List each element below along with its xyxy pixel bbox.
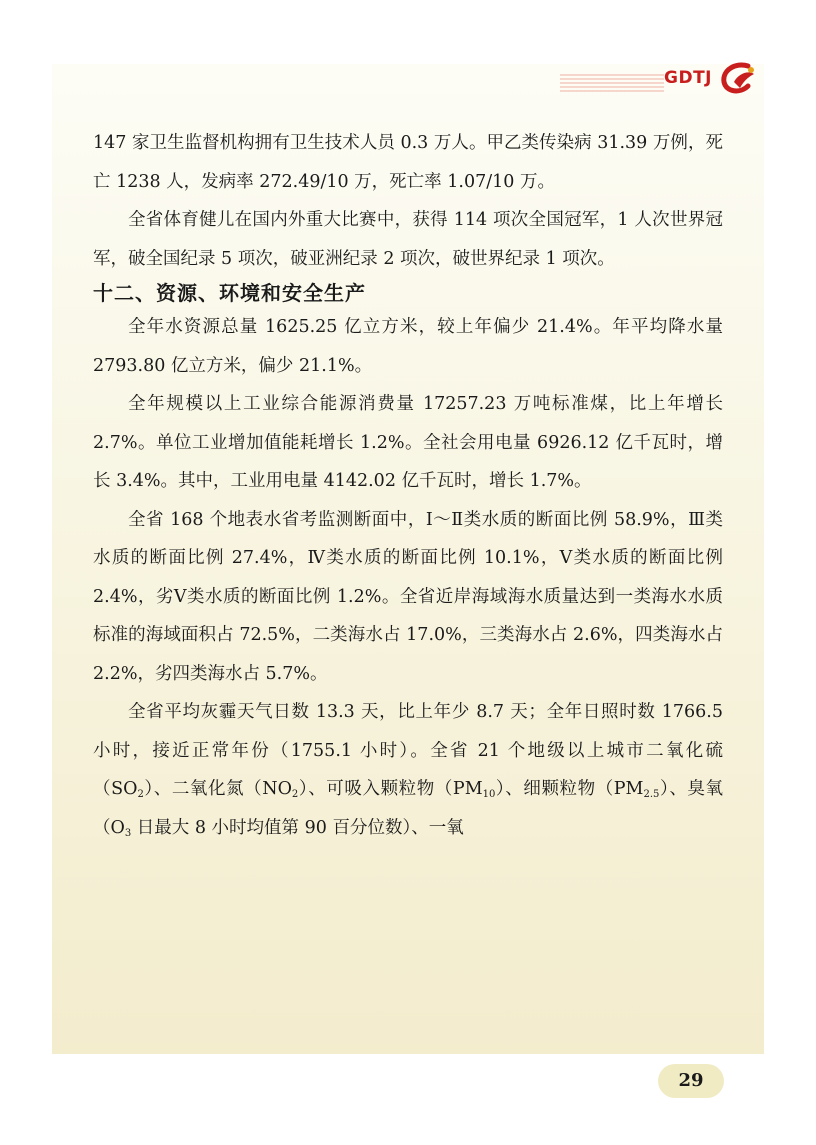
gdtj-logo-icon (718, 60, 758, 96)
paragraph-energy: 全年规模以上工业综合能源消费量 17257.23 万吨标准煤，比上年增长 2.7%。单位工业增加值能耗增长 1.2%。全社会用电量 6926.12 亿千瓦时，增长 3.4%。其中，工业用电量 4142.02 亿千瓦时，增长 1.7%。 (93, 394, 723, 491)
document-body (93, 124, 723, 847)
paragraph-water-quality: 全省 168 个地表水省考监测断面中，Ⅰ～Ⅱ类水质的断面比例 58.9%，Ⅲ类水质的断面比例 27.4%，Ⅳ类水质的断面比例 10.1%，Ⅴ类水质的断面比例 2.4%，劣Ⅴ类水质的断面比例 1.2%。全省近岸海域海水质量达到一类海水水质标准的海域面积占 72.5%，二类海水占 17.0%，三类海水占 2.6%，四类海水占 2.2%，劣四类海水占 5.7%。 (93, 509, 723, 684)
air-text-6: 日最大 8 小时均值第 90 百分位数）、一氧 (131, 817, 464, 838)
air-text-5: ）、臭氧（O (93, 779, 723, 838)
air-text-1: 全省平均灰霾天气日数 13.3 天，比上年少 8.7 天；全年日照时数 1766.5 小时，接近正常年份（1755.1 小时）。全省 21 个地级以上城市二氧化硫（SO (93, 702, 723, 799)
air-sub-5: 3 (124, 827, 132, 839)
section-title: 十二、资源、环境和安全生产 (93, 281, 366, 305)
air-text-2: ）、二氧化氮（NO (143, 779, 292, 799)
paragraph-sports: 全省体育健儿在国内外重大比赛中，获得 114 项次全国冠军，1 人次世界冠军，破全国纪录 5 项次，破亚洲纪录 2 项次，破世界纪录 1 项次。 (93, 210, 723, 269)
paragraph-health: 147 家卫生监督机构拥有卫生技术人员 0.3 万人。甲乙类传染病 31.39 万例，死亡 1238 人，发病率 272.49/10 万，死亡率 1.07/10 万。 (93, 133, 723, 192)
air-text-4: ）、细颗粒物（PM (495, 779, 644, 799)
air-sub-4: 2.5 (643, 789, 660, 800)
header-brand: GDTJ (664, 68, 712, 88)
air-text-3: ）、可吸入颗粒物（PM (298, 779, 483, 799)
air-sub-2: 2 (291, 789, 299, 800)
air-sub-1: 2 (137, 789, 144, 800)
page-number: 29 (678, 1070, 704, 1091)
paragraph-air-quality (93, 693, 723, 847)
air-sub-3: 10 (482, 789, 496, 800)
header-stripes (560, 74, 664, 92)
paragraph-water-resources: 全年水资源总量 1625.25 亿立方米，较上年偏少 21.4%。年平均降水量 2793.80 亿立方米，偏少 21.1%。 (93, 317, 723, 376)
